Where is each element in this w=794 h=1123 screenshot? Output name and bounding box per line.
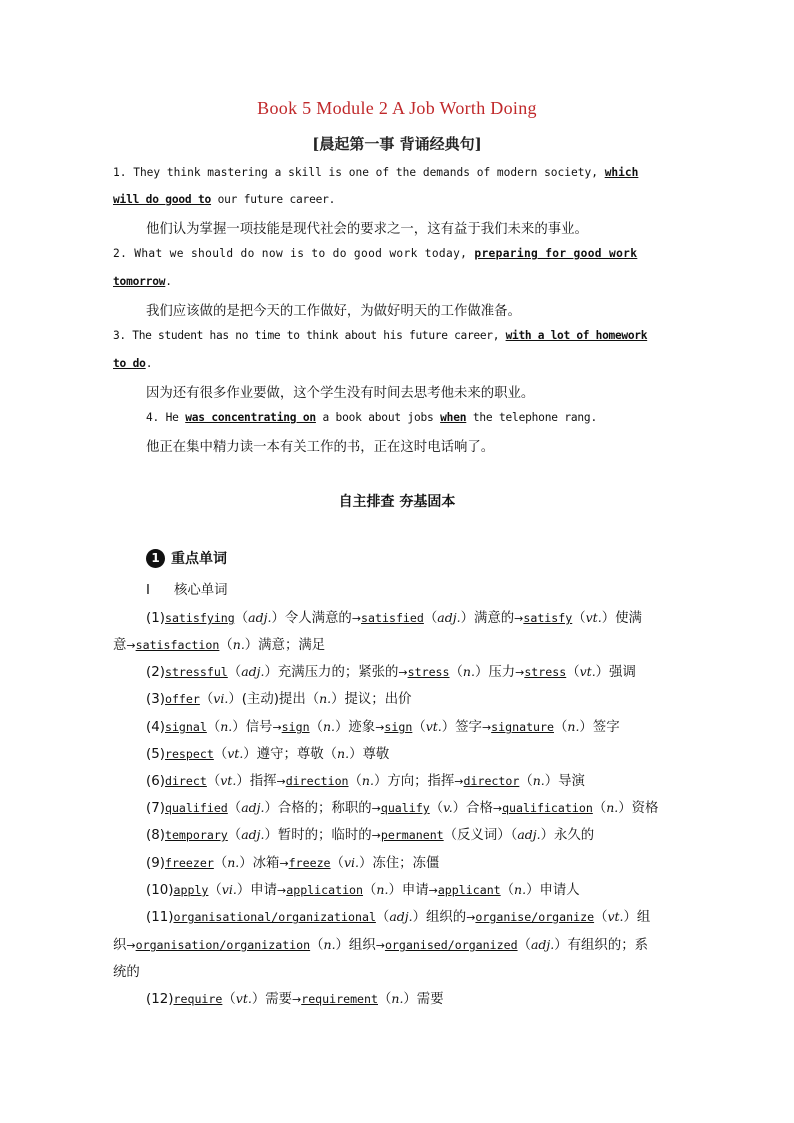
part-of-speech: adj. bbox=[241, 827, 265, 842]
vocab-text: （ bbox=[213, 856, 228, 871]
vocab-text: ）尊敬 bbox=[349, 747, 390, 762]
arrow-icon: → bbox=[514, 612, 524, 625]
vocab-text: （ bbox=[412, 720, 426, 735]
sentence-2-keyword: tomorrow bbox=[113, 275, 166, 288]
vocab-number: (3) bbox=[146, 692, 165, 707]
arrow-icon: → bbox=[126, 639, 136, 652]
sentence-3-zh: 因为还有很多作业要做，这个学生没有时间去思考他未来的职业。 bbox=[146, 386, 535, 401]
vocab-word: qualified bbox=[164, 801, 228, 815]
arrow-icon: → bbox=[371, 829, 381, 842]
sentence-4-text: 4. He bbox=[146, 411, 186, 424]
sentence-4-keyword: was concentrating on bbox=[185, 411, 316, 424]
sentence-3-text: 3. The student has no time to think about his future career, bbox=[113, 329, 506, 342]
vocab-word: require bbox=[173, 992, 223, 1006]
part-of-speech: vt. bbox=[220, 773, 237, 788]
vocab-text: ）方向；指挥 bbox=[373, 774, 455, 789]
vocab-number: (1) bbox=[146, 611, 165, 626]
part-of-speech: vt. bbox=[579, 664, 596, 679]
part-of-speech: n. bbox=[323, 937, 336, 952]
vocab-number: (10) bbox=[146, 883, 174, 898]
part-of-speech: vt. bbox=[585, 610, 602, 625]
part-of-speech: vi. bbox=[213, 691, 229, 706]
vocab-text: ）提议；出价 bbox=[331, 692, 412, 707]
part-of-speech: n. bbox=[232, 637, 245, 652]
vocab-text: （ bbox=[566, 665, 580, 680]
vocab-text: 意 bbox=[113, 638, 127, 653]
vocab-text: ）签字 bbox=[441, 720, 482, 735]
part-of-speech: vi. bbox=[343, 855, 359, 870]
part-of-speech: n. bbox=[361, 773, 374, 788]
vocab-text: （ bbox=[234, 611, 249, 626]
vocab-word: signal bbox=[164, 720, 207, 734]
arrow-icon: → bbox=[371, 802, 381, 815]
sentence-2-en-line2 bbox=[113, 275, 683, 288]
vocab-text: ）永久的 bbox=[540, 828, 595, 843]
vocab-text: （ bbox=[213, 747, 228, 762]
sentence-4-text: a book about jobs bbox=[315, 411, 441, 424]
part-of-speech: adj. bbox=[517, 827, 541, 842]
sentence-3-keyword: with a lot of homework bbox=[505, 329, 648, 342]
arrow-icon: → bbox=[279, 857, 289, 870]
vocab-text: （ bbox=[309, 720, 323, 735]
arrow-icon: → bbox=[375, 721, 385, 734]
vocab-word: permanent bbox=[380, 828, 444, 842]
part-of-speech: n. bbox=[391, 991, 404, 1006]
vocab-text: （ bbox=[348, 774, 362, 789]
vocab-text: （ bbox=[330, 856, 344, 871]
vocab-text: ）压力 bbox=[474, 665, 516, 680]
vocab-text: ）冰箱 bbox=[239, 856, 280, 871]
vocab-word: freeze bbox=[288, 856, 331, 870]
vocab-number: (2) bbox=[146, 665, 165, 680]
sentence-4-text: the telephone rang. bbox=[466, 411, 597, 424]
part-of-speech: n. bbox=[532, 773, 545, 788]
arrow-icon: → bbox=[454, 775, 464, 788]
vocab-text: ）组织的 bbox=[412, 910, 467, 925]
vocab-text: （ bbox=[500, 883, 515, 898]
vocab-word: organised/organized bbox=[384, 938, 518, 952]
vocab-text: ）满意；满足 bbox=[244, 638, 326, 653]
vocab-text: （ bbox=[227, 665, 242, 680]
sentence-4-en bbox=[146, 411, 716, 424]
arrow-icon: → bbox=[398, 666, 408, 679]
roman-numeral: Ⅰ bbox=[146, 583, 150, 598]
vocab-word: stress bbox=[407, 665, 450, 679]
sentence-3-en-line1 bbox=[113, 329, 683, 342]
part-of-speech: adj. bbox=[248, 610, 272, 625]
vocab-item bbox=[146, 743, 389, 762]
arrow-icon: → bbox=[292, 993, 302, 1006]
vocab-text: ）(主动)提出（ bbox=[228, 692, 320, 707]
arrow-icon: → bbox=[466, 911, 476, 924]
vocab-text: ）充满压力的；紧张的 bbox=[264, 665, 399, 680]
part-of-speech: adj. bbox=[389, 909, 413, 924]
vocab-text: （ bbox=[227, 828, 242, 843]
vocab-text: ）冻住；冻僵 bbox=[358, 856, 440, 871]
vocab-word: application bbox=[286, 883, 364, 897]
vocab-word: respect bbox=[164, 747, 214, 761]
vocab-text: （ bbox=[219, 638, 233, 653]
vocab-text: ）需要 bbox=[251, 992, 292, 1007]
part-of-speech: n. bbox=[322, 719, 336, 734]
part-of-speech: vi. bbox=[221, 882, 237, 897]
section-title: 自主排查 夯基固本 bbox=[338, 494, 456, 510]
vocab-text: （ bbox=[208, 883, 222, 898]
vocab-text: ）签字 bbox=[579, 720, 620, 735]
vocab-item bbox=[146, 607, 642, 626]
vocab-word: sign bbox=[281, 720, 310, 734]
vocab-item bbox=[146, 879, 580, 898]
part-of-speech: n. bbox=[376, 882, 389, 897]
vocab-text: ）遵守；尊敬（ bbox=[243, 747, 338, 762]
part-title: 重点单词 bbox=[171, 551, 227, 567]
vocab-word: signature bbox=[491, 720, 554, 734]
sentence-2-zh: 我们应该做的是把今天的工作做好，为做好明天的工作做准备。 bbox=[146, 304, 521, 319]
part-of-speech: adj. bbox=[241, 800, 265, 815]
vocab-number: (4) bbox=[146, 720, 165, 735]
part-of-speech: n. bbox=[567, 719, 580, 734]
vocab-text: ）有组织的；系 bbox=[554, 938, 648, 953]
vocab-text: （ bbox=[206, 774, 221, 789]
vocab-text: （ bbox=[572, 611, 586, 626]
vocab-text: ）强调 bbox=[595, 665, 636, 680]
part-of-speech: n. bbox=[514, 882, 527, 897]
arrow-icon: → bbox=[277, 884, 287, 897]
part-of-speech: n. bbox=[337, 746, 350, 761]
vocab-word: freezer bbox=[164, 856, 214, 870]
vocab-word: organisational/organizational bbox=[173, 910, 376, 924]
vocab-text: ）令人满意的 bbox=[271, 611, 352, 626]
sentence-3-keyword: to do bbox=[113, 357, 146, 370]
vocab-text: （ bbox=[429, 801, 444, 816]
vocab-text: （ bbox=[363, 883, 377, 898]
vocab-text: （ bbox=[519, 774, 533, 789]
sentence-2-text: 2. What we should do now is to do good work today, bbox=[113, 247, 475, 260]
arrow-icon: → bbox=[351, 612, 362, 625]
vocab-text: ）导演 bbox=[544, 774, 585, 789]
vocab-word: direct bbox=[164, 774, 207, 788]
vocab-item bbox=[146, 824, 594, 843]
vocab-text: 统的 bbox=[113, 965, 140, 980]
vocab-text: （ bbox=[594, 910, 608, 925]
part-of-speech: n. bbox=[462, 664, 475, 679]
vocab-number: (11) bbox=[146, 910, 174, 925]
vocab-number: (6) bbox=[146, 774, 165, 789]
vocab-item-continuation bbox=[113, 634, 325, 653]
vocab-item bbox=[146, 988, 444, 1007]
sentence-3-en-line2 bbox=[113, 357, 683, 370]
arrow-icon: → bbox=[481, 721, 492, 734]
arrow-icon: → bbox=[276, 775, 286, 788]
sentence-2-keyword: preparing for good work bbox=[474, 247, 638, 260]
part-of-speech: vt. bbox=[607, 909, 624, 924]
vocab-item bbox=[146, 661, 636, 680]
vocab-text: ）资格 bbox=[618, 801, 659, 816]
vocab-text: （ bbox=[592, 801, 607, 816]
vocab-text: （ bbox=[310, 938, 324, 953]
vocab-text: （ bbox=[517, 938, 531, 953]
vocab-item bbox=[146, 688, 411, 707]
vocab-text: （ bbox=[449, 665, 463, 680]
vocab-text: ）合格的；称职的 bbox=[264, 801, 372, 816]
arrow-icon: → bbox=[272, 721, 282, 734]
vocab-word: temporary bbox=[164, 828, 228, 842]
vocab-text: ）申请 bbox=[388, 883, 429, 898]
part-of-speech: n. bbox=[227, 855, 240, 870]
arrow-icon: → bbox=[375, 939, 385, 952]
vocab-text: ）暂时的；临时的 bbox=[264, 828, 372, 843]
vocab-text: （ bbox=[227, 801, 242, 816]
vocab-word: stressful bbox=[164, 665, 228, 679]
vocab-word: director bbox=[463, 774, 520, 788]
subsection-title: 核心单词 bbox=[173, 583, 228, 598]
part-of-speech: adj. bbox=[530, 937, 555, 952]
part-of-speech: vt. bbox=[227, 746, 244, 761]
vocab-text: ）合格 bbox=[452, 801, 493, 816]
part-of-speech: n. bbox=[220, 719, 233, 734]
vocab-number: (9) bbox=[146, 856, 165, 871]
vocab-word: applicant bbox=[437, 883, 501, 897]
vocab-text: ）迹象 bbox=[335, 720, 376, 735]
vocab-text: （ bbox=[423, 611, 438, 626]
vocab-item bbox=[146, 716, 620, 735]
part-of-speech: adj. bbox=[437, 610, 461, 625]
vocab-number: (12) bbox=[146, 992, 174, 1007]
vocab-word: qualify bbox=[380, 801, 430, 815]
vocab-number: (5) bbox=[146, 747, 165, 762]
vocab-text: （ bbox=[199, 692, 214, 707]
vocab-item bbox=[146, 770, 585, 789]
vocab-item bbox=[146, 906, 650, 925]
vocab-word: direction bbox=[285, 774, 349, 788]
vocab-word: satisfied bbox=[361, 611, 424, 625]
vocab-text: ）组织 bbox=[335, 938, 376, 953]
part-heading bbox=[146, 548, 227, 568]
vocab-text: ）指挥 bbox=[236, 774, 277, 789]
sentence-2-en-line1 bbox=[113, 247, 683, 260]
sentence-2-text: . bbox=[165, 275, 172, 288]
arrow-icon: → bbox=[428, 884, 438, 897]
vocab-item-continuation bbox=[113, 934, 648, 953]
sentence-4-zh: 他正在集中精力读一本有关工作的书，正在这时电话响了。 bbox=[146, 440, 495, 455]
vocab-text: （ bbox=[375, 910, 390, 925]
part-of-speech: vt. bbox=[425, 719, 442, 734]
vocab-word: qualification bbox=[502, 801, 593, 815]
vocab-word: satisfying bbox=[164, 611, 235, 625]
page-title: Book 5 Module 2 A Job Worth Doing bbox=[257, 98, 537, 118]
vocab-text: ）需要 bbox=[403, 992, 444, 1007]
sentence-1-text: our future career. bbox=[211, 193, 336, 206]
sentence-1-en-line2 bbox=[113, 193, 683, 206]
sentence-1-en-line1 bbox=[113, 166, 683, 179]
vocab-item-continuation bbox=[113, 961, 140, 980]
vocab-word: requirement bbox=[301, 992, 378, 1006]
part-of-speech: adj. bbox=[241, 664, 265, 679]
vocab-text: （ bbox=[206, 720, 221, 735]
vocab-text: ）使满 bbox=[601, 611, 642, 626]
sentence-3-text: . bbox=[145, 357, 153, 370]
sentence-1-zh: 他们认为掌握一项技能是现代社会的要求之一，这有益于我们未来的事业。 bbox=[146, 222, 588, 237]
vocab-text: （ bbox=[222, 992, 236, 1007]
part-of-speech: n. bbox=[319, 691, 332, 706]
vocab-word: organisation/organization bbox=[135, 938, 311, 952]
vocab-word: apply bbox=[173, 883, 209, 897]
vocab-number: (7) bbox=[146, 801, 165, 816]
number-circle-icon: 1 bbox=[146, 549, 165, 568]
page-subtitle: [晨起第一事 背诵经典句] bbox=[312, 135, 482, 153]
vocab-word: organise/organize bbox=[475, 910, 595, 924]
vocab-text: ）信号 bbox=[232, 720, 273, 735]
vocab-word: satisfaction bbox=[135, 638, 220, 652]
vocab-word: sign bbox=[384, 720, 413, 734]
vocab-word: offer bbox=[164, 692, 200, 706]
vocab-text: ）申请 bbox=[236, 883, 278, 898]
arrow-icon: → bbox=[492, 802, 503, 815]
sentence-1-keyword: which bbox=[604, 166, 639, 179]
part-of-speech: v. bbox=[443, 800, 453, 815]
vocab-word: satisfy bbox=[523, 611, 573, 625]
vocab-item bbox=[146, 852, 439, 871]
subsection-heading bbox=[146, 579, 228, 598]
vocab-item bbox=[146, 797, 658, 816]
sentence-1-text: 1. They think mastering a skill is one of the demands of modern society, bbox=[113, 166, 605, 179]
vocab-word: stress bbox=[524, 665, 567, 679]
part-of-speech: n. bbox=[606, 800, 619, 815]
vocab-text: ）组 bbox=[623, 910, 651, 925]
arrow-icon: → bbox=[126, 939, 136, 952]
vocab-text: ）申请人 bbox=[526, 883, 580, 898]
vocab-text: （反义词）（ bbox=[443, 828, 518, 843]
sentence-4-keyword: when bbox=[440, 411, 467, 424]
vocab-text: ）满意的 bbox=[460, 611, 515, 626]
vocab-text: 织 bbox=[113, 938, 127, 953]
vocab-number: (8) bbox=[146, 828, 165, 843]
part-of-speech: vt. bbox=[235, 991, 252, 1006]
vocab-text: （ bbox=[378, 992, 392, 1007]
sentence-1-keyword: will do good to bbox=[113, 193, 212, 206]
vocab-text: （ bbox=[554, 720, 568, 735]
arrow-icon: → bbox=[515, 666, 525, 679]
